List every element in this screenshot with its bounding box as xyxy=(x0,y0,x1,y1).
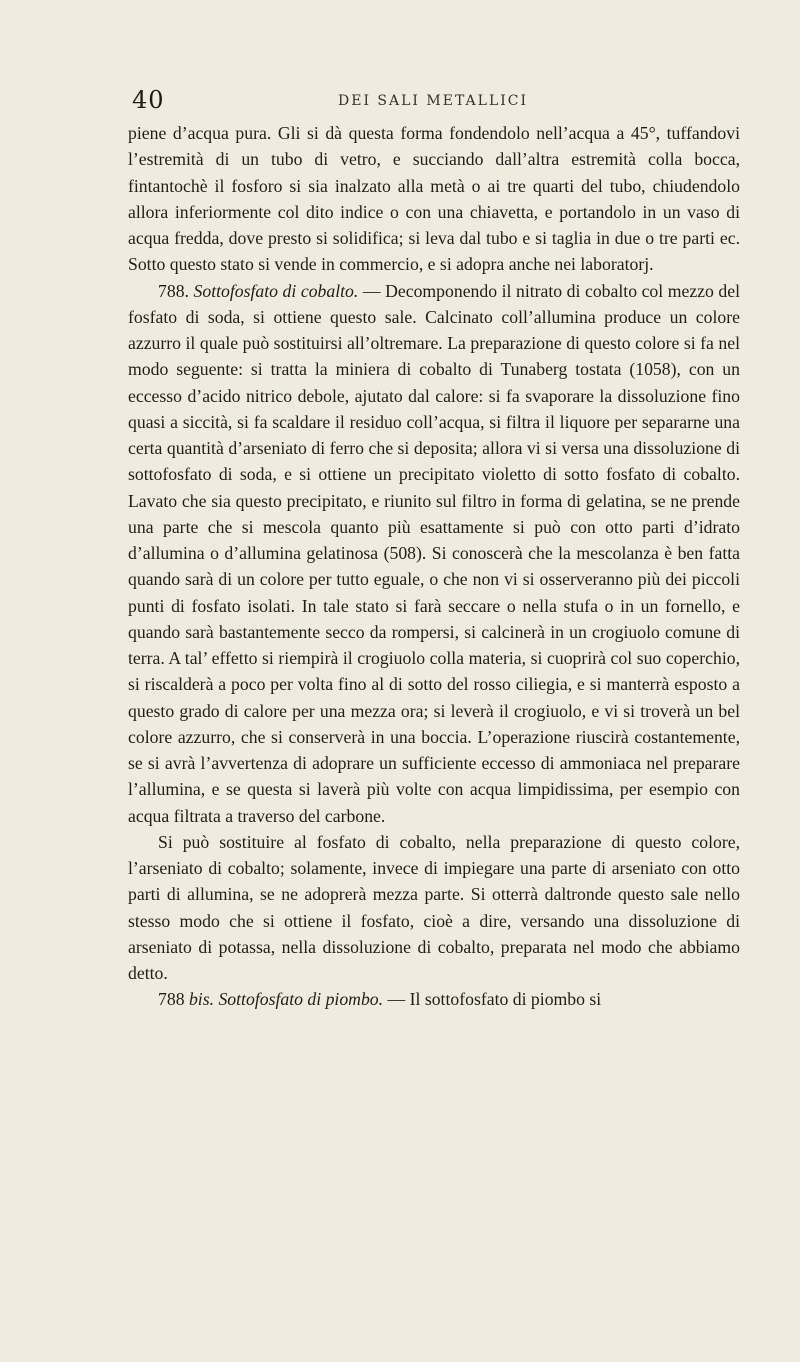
page-header xyxy=(124,86,716,116)
section-bis-marker: bis. xyxy=(188,989,215,1010)
section-paragraph xyxy=(128,278,740,829)
paragraph-text: Si può sostituire al fosfato di cobalto, nella preparazione di questo colore, l’arseniato di cobalto; solamente, invece di impiegare una parte di arseniato con otto parti di allumina, se ne adoprerà mezza parte. Si otterrà daltronde questo sale nello stesso modo che si ottiene il fosfato, cioè a dire, versando una dissoluzione di arseniato di potassa, nella dissoluzione di cobalto, preparata nel modo che abbiamo detto. xyxy=(128,831,740,983)
section-number: 788. xyxy=(158,280,189,301)
paragraph xyxy=(128,120,740,278)
paragraph-text: piene d’acqua pura. Gli si dà questa forma fondendolo nell’acqua a 45°, tuffandovi l’estremità di un tubo di vetro, e succiando dall’altra estremità colla bocca, fintantochè il fosforo si sia inalzato alla metà o ai tre quarti del tubo, chiudendolo allora inferiormente col dito indice o con una chiavetta, e portandolo in un vaso di acqua fredda, dove presto si solidifica; si leva dal tubo e si taglia in due o tre parti ec. Sotto questo stato si vende in commercio, e si adopra anche nei laboratorj. xyxy=(128,123,740,275)
body-text xyxy=(128,120,740,1013)
section-number: 788 xyxy=(158,989,185,1010)
page-number: 40 xyxy=(132,86,165,114)
section-paragraph xyxy=(128,986,740,1012)
paragraph xyxy=(128,829,740,987)
paragraph-text: — Il sottofosfato di piombo si xyxy=(387,989,602,1010)
running-title: DEI SALI METALLICI xyxy=(338,93,529,109)
section-title: Sottofosfato di cobalto. xyxy=(193,280,359,301)
section-title: Sottofosfato di piombo. xyxy=(218,989,384,1010)
paragraph-text: — Decomponendo il nitrato di cobalto col mezzo del fosfato di soda, si ottiene questo sale. Calcinato coll’allumina produce un colore azzurro il quale può sostituirsi all’oltremare. La preparazione di questo colore si fa nel modo seguente: si tratta la miniera di cobalto di Tunaberg tostata (1058), con un eccesso d’acido nitrico debole, ajutato dal calore: si fa svaporare la dissoluzione fino quasi a siccità, si fa scaldare il residuo coll’acqua, si filtra il liquore per separarne una certa quantità d’arseniato di ferro che si deposita; allora vi si versa una dissoluzione di sottofosfato di soda, e si ottiene un precipitato violetto di sotto fosfato di cobalto. Lavato che sia questo precipitato, e riunito sul filtro in forma di gelatina, se ne prende una parte che si mescola quanto più esattamente si può con otto parti d’idrato d’allumina o d’allumina gelatinosa (508). Si conoscerà che la mescolanza è ben fatta quando sarà di un colore per tutto eguale, o che non vi si osserveranno più dei piccoli punti di fosfato isolati. In tale stato si farà seccare o nella stufa o in un fornello, e quando sarà bastantemente secco da rompersi, si calcinerà in un crogiuolo comune di terra. A tal’ effetto si riempirà il crogiuolo colla materia, si cuoprirà col suo coperchio, si riscalderà a poco per volta fino al di sotto del rosso ciliegia, e si manterrà esposto a questo grado di calore per una mezza ora; si leverà il crogiuolo, e vi si troverà un bel colore azzurro, che si conserverà in una boccia. L’operazione riuscirà costantemente, se si avrà l’avvertenza di adoprare un sufficiente eccesso di ammoniaca nel preparare l’allumina, e se questa si laverà più volte con acqua limpidissima, per esempio con acqua filtrata a traverso del carbone. xyxy=(128,280,741,826)
